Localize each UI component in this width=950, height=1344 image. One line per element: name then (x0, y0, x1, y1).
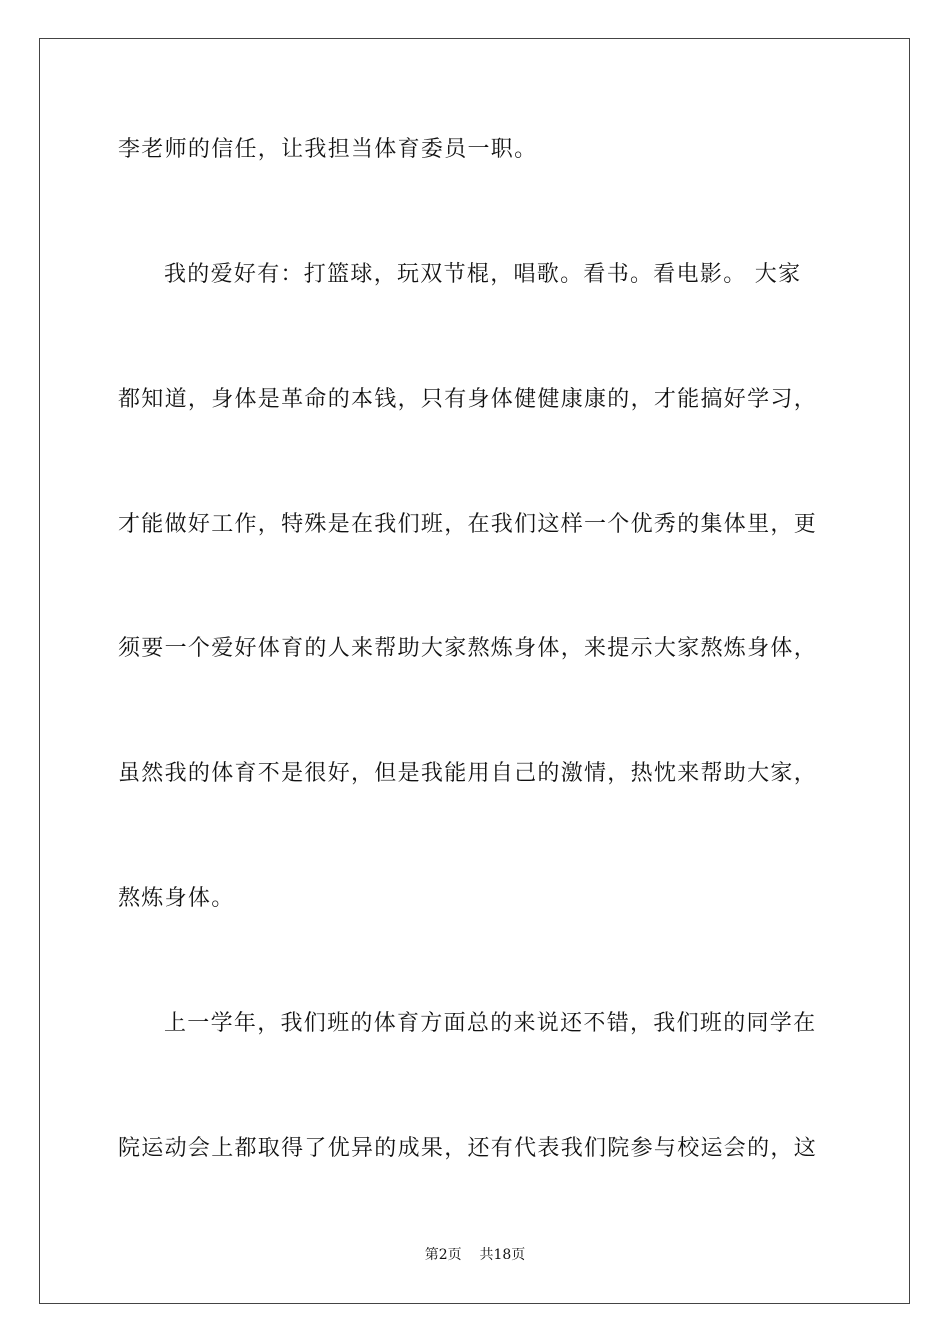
text-line: 熬炼身体。 (118, 886, 235, 911)
text-line: 院运动会上都取得了优异的成果，还有代表我们院参与校运会的，这 (118, 1136, 818, 1161)
text-line: 李老师的信任，让我担当体育委员一职。 (118, 137, 538, 162)
text-line: 都知道，身体是革命的本钱，只有身体健健康康的，才能搞好学习， (118, 387, 818, 412)
text-line: 虽然我的体育不是很好，但是我能用自己的激情，热忱来帮助大家， (118, 761, 818, 786)
text-line: 须要一个爱好体育的人来帮助大家熬炼身体，来提示大家熬炼身体， (118, 636, 818, 661)
text-line: 上一学年，我们班的体育方面总的来说还不错，我们班的同学在 (164, 1011, 817, 1036)
page-border (39, 38, 910, 1304)
text-line: 才能做好工作，特殊是在我们班，在我们这样一个优秀的集体里，更 (118, 512, 818, 537)
text-line: 我的爱好有：打篮球，玩双节棍，唱歌。看书。看电影。 大家 (164, 262, 802, 287)
page-footer: 第2页 共18页 (424, 1247, 526, 1263)
